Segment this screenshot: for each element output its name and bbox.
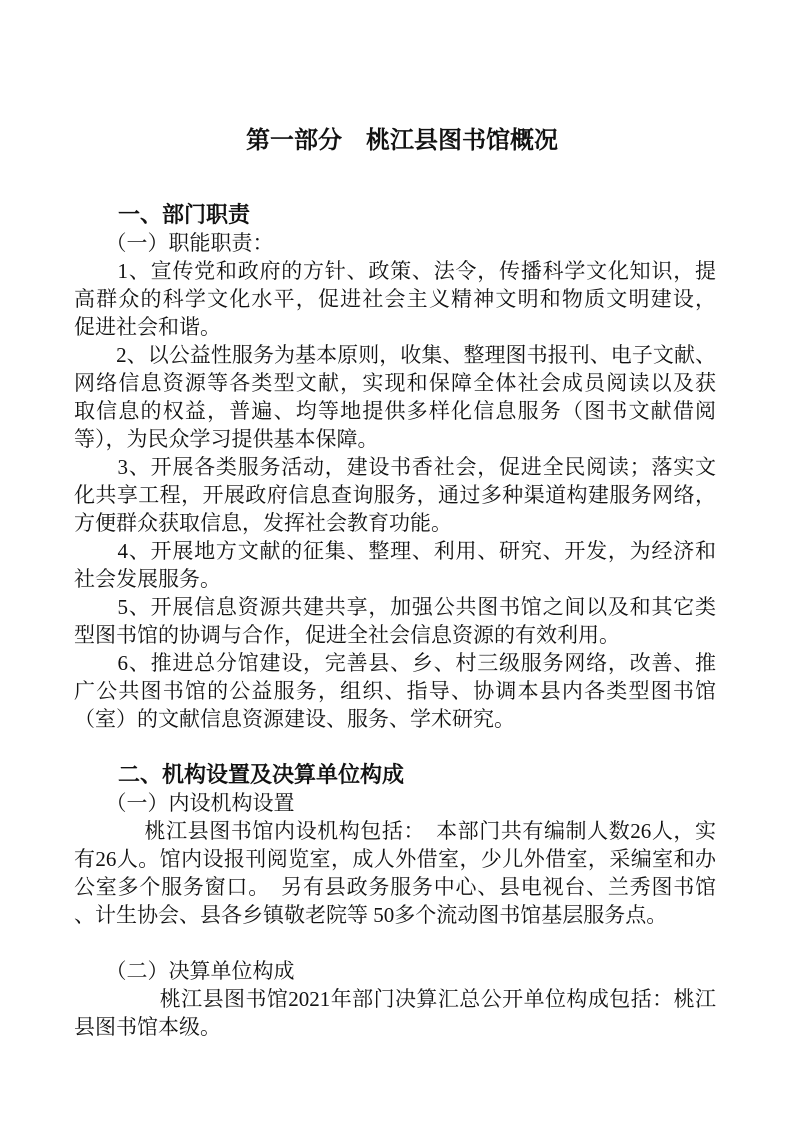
- paragraph-line: 县图书馆本级。: [74, 1015, 221, 1039]
- document-body: [74, 201, 716, 1041]
- paragraph-line: 2、以公益性服务为基本原则，收集、整理图书报刊、电子文献、: [74, 343, 716, 367]
- paragraph: [74, 537, 716, 593]
- paragraph-line: 桃江县图书馆内设机构包括： 本部门共有编制人数26人，实: [74, 819, 716, 843]
- sub-heading: （二）决算单位构成: [74, 959, 295, 983]
- paragraph-line: 、计生协会、县各乡镇敬老院等 50多个流动图书馆基层服务点。: [74, 903, 668, 927]
- sub-heading: （一）职能职责：: [74, 231, 274, 255]
- paragraph: [74, 593, 716, 649]
- blank-line: [74, 733, 716, 761]
- paragraph-line: 3、开展各类服务活动，建设书香社会，促进全民阅读；落实文: [74, 455, 716, 479]
- paragraph-line: 取信息的权益，普遍、均等地提供多样化信息服务（图书文献借阅: [74, 399, 716, 423]
- section-heading: 一、部门职责: [74, 202, 251, 227]
- paragraph: [74, 985, 716, 1041]
- paragraph-line: 广公共图书馆的公益服务，组织、指导、协调本县内各类型图书馆: [74, 679, 716, 703]
- paragraph-line: 型图书馆的协调与合作，促进全社会信息资源的有效利用。: [74, 623, 620, 647]
- paragraph-line: （室）的文献信息资源建设、服务、学术研究。: [74, 707, 515, 731]
- paragraph-line: 社会发展服务。: [74, 567, 221, 591]
- paragraph: [74, 453, 716, 537]
- paragraph-line: 4、开展地方文献的征集、整理、利用、研究、开发，为经济和: [74, 539, 716, 563]
- paragraph: [74, 257, 716, 341]
- paragraph: [74, 341, 716, 453]
- paragraph-line: 等），为民众学习提供基本保障。: [74, 427, 379, 451]
- paragraph-line: 促进社会和谐。: [74, 315, 221, 339]
- paragraph-line: 有26人。馆内设报刊阅览室，成人外借室，少儿外借室，采编室和办: [74, 847, 716, 871]
- paragraph-line: 网络信息资源等各类型文献，实现和保障全体社会成员阅读以及获: [74, 371, 716, 395]
- section-heading: 二、机构设置及决算单位构成: [74, 762, 405, 787]
- paragraph-line: 高群众的科学文化水平，促进社会主义精神文明和物质文明建设，: [74, 287, 716, 311]
- paragraph-line: 1、宣传党和政府的方针、政策、法令，传播科学文化知识，提: [74, 259, 716, 283]
- paragraph-line: 6、推进总分馆建设，完善县、乡、村三级服务网络，改善、推: [74, 651, 716, 675]
- paragraph: [74, 649, 716, 733]
- paragraph-line: 方便群众获取信息，发挥社会教育功能。: [74, 511, 452, 535]
- sub-heading: （一）内设机构设置: [74, 791, 295, 815]
- paragraph-line: 公室多个服务窗口。 另有县政务服务中心、县电视台、兰秀图书馆: [74, 875, 716, 899]
- document-title: 第一部分 桃江县图书馆概况: [246, 128, 558, 154]
- paragraph: [74, 817, 716, 929]
- paragraph-line: 化共享工程，开展政府信息查询服务，通过多种渠道构建服务网络，: [74, 483, 716, 507]
- blank-line: [74, 929, 716, 957]
- paragraph-line: 桃江县图书馆2021年部门决算汇总公开单位构成包括：桃江: [74, 987, 716, 1011]
- paragraph-line: 5、开展信息资源共建共享，加强公共图书馆之间以及和其它类: [74, 595, 716, 619]
